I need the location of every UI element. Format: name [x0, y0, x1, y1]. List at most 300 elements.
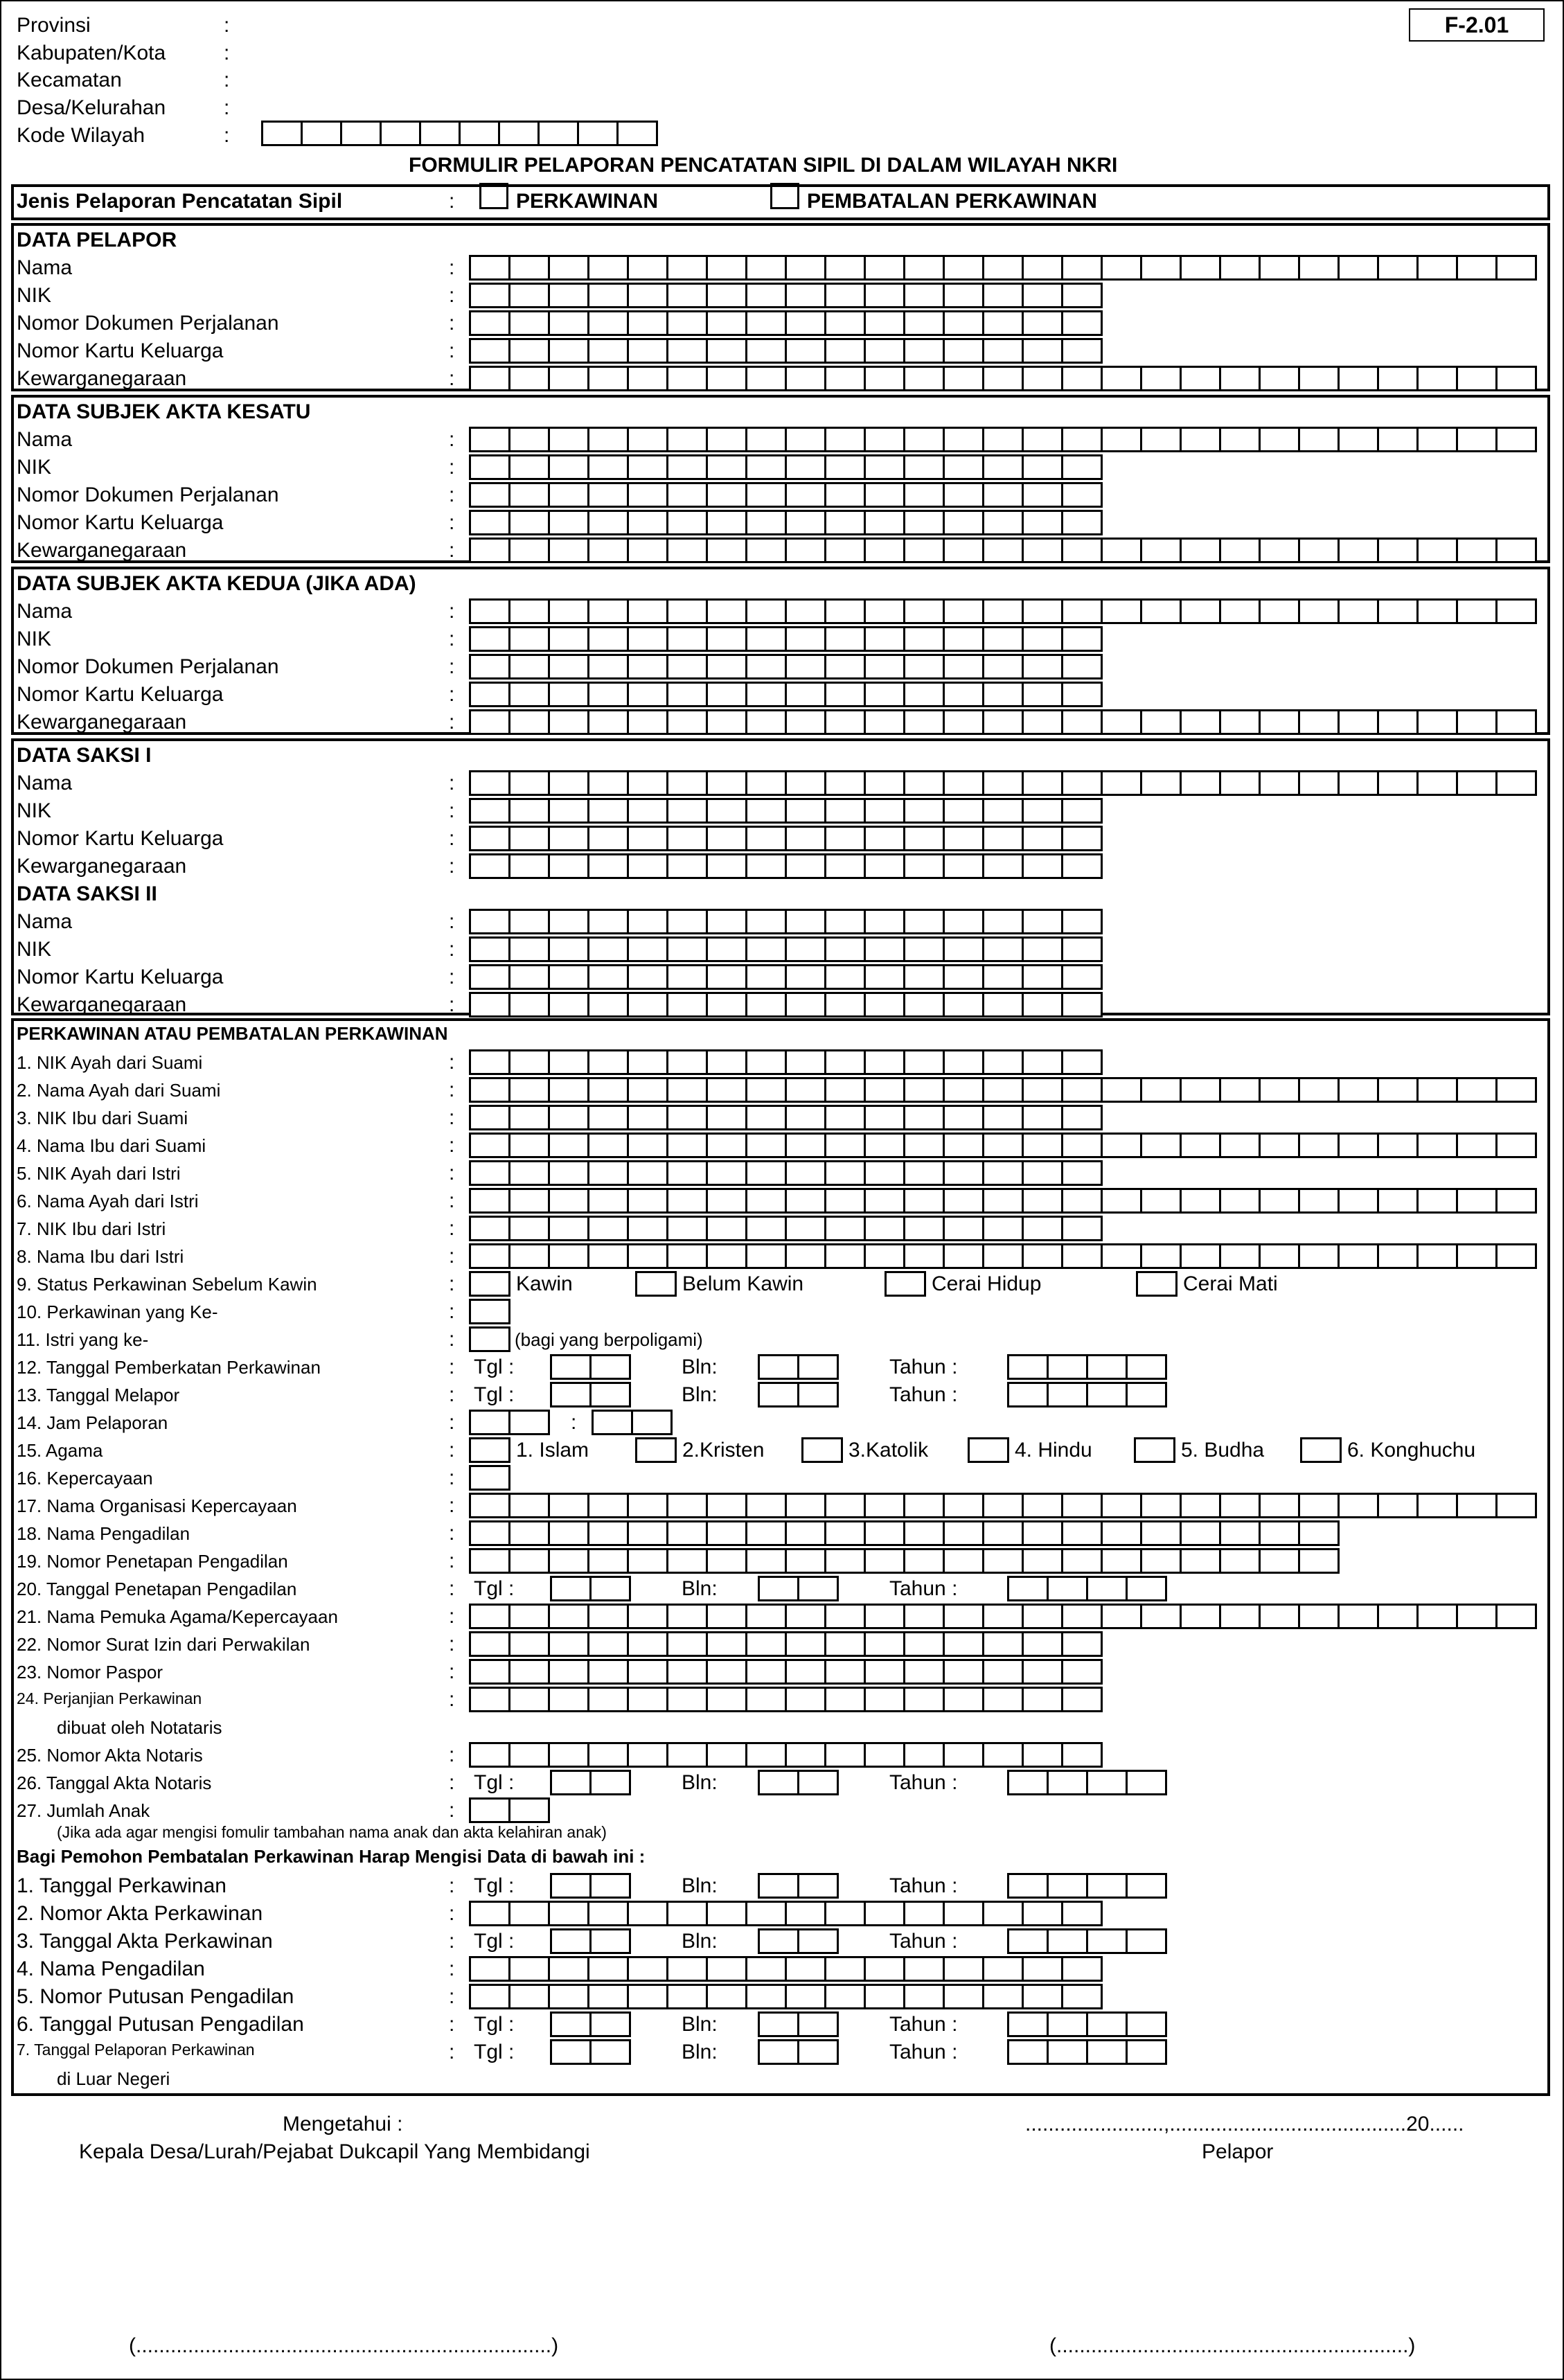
char-box[interactable]	[627, 654, 668, 680]
char-box[interactable]	[666, 770, 708, 796]
char-box[interactable]	[982, 338, 1024, 364]
char-box[interactable]	[943, 826, 984, 851]
char-box[interactable]	[1061, 454, 1103, 480]
char-box[interactable]	[903, 909, 945, 934]
char-box[interactable]	[745, 626, 787, 652]
char-box[interactable]	[1061, 1520, 1103, 1546]
char-box[interactable]	[548, 510, 589, 535]
char-box[interactable]	[1495, 1604, 1537, 1629]
char-box[interactable]	[1061, 283, 1103, 308]
char-box[interactable]	[745, 936, 787, 962]
char-box[interactable]	[666, 1188, 708, 1214]
char-box[interactable]	[706, 1956, 747, 1982]
char-box[interactable]	[706, 510, 747, 535]
char-box[interactable]	[824, 1160, 866, 1186]
char-box[interactable]	[706, 454, 747, 480]
char-box[interactable]	[666, 427, 708, 452]
char-box[interactable]	[785, 482, 826, 508]
char-box[interactable]	[706, 682, 747, 707]
char-box[interactable]	[469, 1188, 510, 1214]
char-box[interactable]	[982, 1188, 1024, 1214]
char-box[interactable]	[745, 1984, 787, 2009]
char-box[interactable]	[1338, 538, 1379, 563]
char-box[interactable]	[1086, 1928, 1128, 1954]
char-box[interactable]	[1061, 255, 1103, 281]
char-box[interactable]	[706, 1901, 747, 1926]
char-box[interactable]	[1416, 1188, 1458, 1214]
char-box[interactable]	[785, 1659, 826, 1685]
char-box[interactable]	[1022, 366, 1063, 391]
char-box[interactable]	[706, 654, 747, 680]
char-box[interactable]	[469, 936, 510, 962]
char-box[interactable]	[469, 1271, 510, 1297]
saksi1-kk-input[interactable]	[469, 826, 1101, 851]
char-box[interactable]	[666, 798, 708, 824]
char-box[interactable]	[785, 366, 826, 391]
char-box[interactable]	[627, 1493, 668, 1518]
char-box[interactable]	[1377, 1188, 1419, 1214]
char-box[interactable]	[745, 1631, 787, 1657]
char-box[interactable]	[903, 1901, 945, 1926]
char-box[interactable]	[666, 1243, 708, 1269]
char-box[interactable]	[508, 909, 550, 934]
char-box[interactable]	[1022, 338, 1063, 364]
char-box[interactable]	[982, 538, 1024, 563]
char-box[interactable]	[824, 1604, 866, 1629]
char-box[interactable]	[824, 682, 866, 707]
subjek1-nik-input[interactable]	[469, 454, 1101, 480]
char-box[interactable]	[864, 482, 905, 508]
char-box[interactable]	[1456, 366, 1498, 391]
char-box[interactable]	[1377, 1243, 1419, 1269]
char-box[interactable]	[1416, 1243, 1458, 1269]
char-box[interactable]	[508, 1133, 550, 1158]
char-box[interactable]	[587, 454, 629, 480]
char-box[interactable]	[1219, 1520, 1261, 1546]
char-box[interactable]	[587, 1049, 629, 1075]
char-box[interactable]	[706, 626, 747, 652]
char-box[interactable]	[587, 1956, 629, 1982]
char-box[interactable]	[1101, 1188, 1142, 1214]
char-box[interactable]	[627, 1548, 668, 1574]
char-box[interactable]	[1022, 1901, 1063, 1926]
perkawinan-item-13-tahun-boxes[interactable]	[1007, 1382, 1165, 1407]
char-box[interactable]	[824, 366, 866, 391]
perkawinan-item-12-tahun-boxes[interactable]	[1007, 1354, 1165, 1380]
char-box[interactable]	[508, 1687, 550, 1712]
char-box[interactable]	[758, 1382, 799, 1407]
char-box[interactable]	[548, 1049, 589, 1075]
char-box[interactable]	[745, 366, 787, 391]
char-box[interactable]	[1298, 427, 1340, 452]
char-box[interactable]	[785, 1742, 826, 1768]
char-box[interactable]	[982, 482, 1024, 508]
char-box[interactable]	[745, 1901, 787, 1926]
char-box[interactable]	[1140, 366, 1182, 391]
char-box[interactable]	[1061, 1742, 1103, 1768]
char-box[interactable]	[943, 936, 984, 962]
char-box[interactable]	[469, 338, 510, 364]
char-box[interactable]	[1047, 1873, 1088, 1899]
char-box[interactable]	[864, 1049, 905, 1075]
char-box[interactable]	[785, 338, 826, 364]
char-box[interactable]	[548, 1243, 589, 1269]
char-box[interactable]	[745, 1243, 787, 1269]
char-box[interactable]	[631, 1410, 673, 1435]
char-box[interactable]	[943, 1105, 984, 1130]
char-box[interactable]	[548, 709, 589, 735]
char-box[interactable]	[587, 853, 629, 879]
char-box[interactable]	[1298, 1493, 1340, 1518]
char-box[interactable]	[785, 626, 826, 652]
char-box[interactable]	[1180, 1493, 1221, 1518]
char-box[interactable]	[943, 909, 984, 934]
char-box[interactable]	[1416, 1604, 1458, 1629]
char-box[interactable]	[864, 1188, 905, 1214]
perkawinan-item-22-input[interactable]	[469, 1631, 1101, 1657]
char-box[interactable]	[982, 1742, 1024, 1768]
char-box[interactable]	[1219, 366, 1261, 391]
char-box[interactable]	[1022, 1548, 1063, 1574]
char-box[interactable]	[903, 338, 945, 364]
perkawinan-item-2-input[interactable]	[469, 1077, 1535, 1103]
char-box[interactable]	[785, 1901, 826, 1926]
char-box[interactable]	[745, 853, 787, 879]
char-box[interactable]	[903, 936, 945, 962]
char-box[interactable]	[745, 1049, 787, 1075]
char-box[interactable]	[864, 798, 905, 824]
char-box[interactable]	[1456, 598, 1498, 624]
char-box[interactable]	[1101, 427, 1142, 452]
char-box[interactable]	[982, 1901, 1024, 1926]
char-box[interactable]	[666, 992, 708, 1018]
char-box[interactable]	[1022, 1984, 1063, 2009]
char-box[interactable]	[824, 1105, 866, 1130]
char-box[interactable]	[864, 936, 905, 962]
char-box[interactable]	[903, 1659, 945, 1685]
char-box[interactable]	[745, 427, 787, 452]
char-box[interactable]	[745, 310, 787, 336]
char-box[interactable]	[1140, 598, 1182, 624]
char-box[interactable]	[943, 964, 984, 990]
char-box[interactable]	[548, 1520, 589, 1546]
char-box[interactable]	[982, 1493, 1024, 1518]
char-box[interactable]	[824, 1049, 866, 1075]
char-box[interactable]	[548, 964, 589, 990]
char-box[interactable]	[666, 538, 708, 563]
char-box[interactable]	[1219, 255, 1261, 281]
char-box[interactable]	[943, 1216, 984, 1241]
char-box[interactable]	[903, 1160, 945, 1186]
perkawinan-item-20-bln-boxes[interactable]	[758, 1576, 837, 1601]
char-box[interactable]	[469, 454, 510, 480]
char-box[interactable]	[1047, 1354, 1088, 1380]
char-box[interactable]	[1101, 1493, 1142, 1518]
char-box[interactable]	[982, 1243, 1024, 1269]
char-box[interactable]	[1061, 538, 1103, 563]
char-box[interactable]	[469, 1742, 510, 1768]
char-box[interactable]	[666, 1160, 708, 1186]
char-box[interactable]	[1101, 1604, 1142, 1629]
kode-wilayah-boxes[interactable]	[261, 121, 656, 146]
char-box[interactable]	[666, 909, 708, 934]
char-box[interactable]	[508, 427, 550, 452]
char-box[interactable]	[903, 709, 945, 735]
char-box[interactable]	[1259, 1520, 1300, 1546]
char-box[interactable]	[469, 366, 510, 391]
char-box[interactable]	[1126, 1354, 1167, 1380]
char-box[interactable]	[1061, 1984, 1103, 2009]
char-box[interactable]	[785, 1077, 826, 1103]
char-box[interactable]	[903, 598, 945, 624]
char-box[interactable]	[627, 255, 668, 281]
char-box[interactable]	[1298, 255, 1340, 281]
char-box[interactable]	[943, 283, 984, 308]
pelapor-kk-input[interactable]	[469, 338, 1101, 364]
char-box[interactable]	[587, 1901, 629, 1926]
char-box[interactable]	[469, 1984, 510, 2009]
char-box[interactable]	[982, 1520, 1024, 1546]
char-box[interactable]	[627, 1105, 668, 1130]
char-box[interactable]	[1022, 598, 1063, 624]
char-box[interactable]	[824, 255, 866, 281]
perkawinan-checkbox[interactable]	[479, 183, 508, 209]
char-box[interactable]	[508, 1742, 550, 1768]
char-box[interactable]	[1140, 1133, 1182, 1158]
char-box[interactable]	[1022, 255, 1063, 281]
char-box[interactable]	[706, 1133, 747, 1158]
char-box[interactable]	[666, 1520, 708, 1546]
char-box[interactable]	[1061, 482, 1103, 508]
char-box[interactable]	[587, 1188, 629, 1214]
char-box[interactable]	[864, 510, 905, 535]
perkawinan-item-15-agama-4[interactable]	[1134, 1437, 1173, 1463]
char-box[interactable]	[508, 338, 550, 364]
saksi2-nik-input[interactable]	[469, 936, 1101, 962]
char-box[interactable]	[982, 366, 1024, 391]
char-box[interactable]	[982, 310, 1024, 336]
char-box[interactable]	[745, 682, 787, 707]
perkawinan-item-16-input[interactable]	[469, 1465, 508, 1491]
char-box[interactable]	[469, 909, 510, 934]
char-box[interactable]	[1061, 770, 1103, 796]
char-box[interactable]	[469, 283, 510, 308]
char-box[interactable]	[340, 121, 382, 146]
char-box[interactable]	[943, 255, 984, 281]
char-box[interactable]	[548, 992, 589, 1018]
char-box[interactable]	[824, 1956, 866, 1982]
char-box[interactable]	[627, 1604, 668, 1629]
char-box[interactable]	[982, 1956, 1024, 1982]
char-box[interactable]	[587, 1631, 629, 1657]
char-box[interactable]	[469, 798, 510, 824]
char-box[interactable]	[589, 1382, 631, 1407]
char-box[interactable]	[1338, 366, 1379, 391]
char-box[interactable]	[864, 338, 905, 364]
char-box[interactable]	[1061, 1077, 1103, 1103]
char-box[interactable]	[1022, 427, 1063, 452]
char-box[interactable]	[589, 1354, 631, 1380]
char-box[interactable]	[785, 283, 826, 308]
char-box[interactable]	[1456, 255, 1498, 281]
char-box[interactable]	[469, 1133, 510, 1158]
char-box[interactable]	[903, 1956, 945, 1982]
char-box[interactable]	[745, 255, 787, 281]
char-box[interactable]	[1061, 338, 1103, 364]
char-box[interactable]	[1180, 1077, 1221, 1103]
char-box[interactable]	[627, 598, 668, 624]
char-box[interactable]	[824, 798, 866, 824]
char-box[interactable]	[1047, 1382, 1088, 1407]
char-box[interactable]	[785, 1105, 826, 1130]
char-box[interactable]	[1022, 936, 1063, 962]
char-box[interactable]	[745, 598, 787, 624]
char-box[interactable]	[824, 770, 866, 796]
char-box[interactable]	[785, 909, 826, 934]
char-box[interactable]	[1219, 1604, 1261, 1629]
char-box[interactable]	[469, 427, 510, 452]
char-box[interactable]	[1338, 598, 1379, 624]
char-box[interactable]	[1219, 1077, 1261, 1103]
char-box[interactable]	[589, 2039, 631, 2065]
char-box[interactable]	[745, 510, 787, 535]
char-box[interactable]	[1180, 598, 1221, 624]
char-box[interactable]	[982, 909, 1024, 934]
char-box[interactable]	[824, 1687, 866, 1712]
char-box[interactable]	[1061, 709, 1103, 735]
char-box[interactable]	[548, 1493, 589, 1518]
char-box[interactable]	[745, 1077, 787, 1103]
pelapor-nama-input[interactable]	[469, 255, 1535, 281]
char-box[interactable]	[508, 510, 550, 535]
char-box[interactable]	[745, 1105, 787, 1130]
char-box[interactable]	[469, 1049, 510, 1075]
char-box[interactable]	[1416, 366, 1458, 391]
char-box[interactable]	[864, 1604, 905, 1629]
char-box[interactable]	[864, 909, 905, 934]
char-box[interactable]	[824, 598, 866, 624]
char-box[interactable]	[706, 1520, 747, 1546]
char-box[interactable]	[903, 1687, 945, 1712]
char-box[interactable]	[903, 310, 945, 336]
char-box[interactable]	[1022, 1049, 1063, 1075]
char-box[interactable]	[627, 1188, 668, 1214]
char-box[interactable]	[706, 770, 747, 796]
char-box[interactable]	[745, 1687, 787, 1712]
char-box[interactable]	[1086, 2039, 1128, 2065]
char-box[interactable]	[824, 964, 866, 990]
perkawinan-item-21-input[interactable]	[469, 1604, 1535, 1629]
char-box[interactable]	[587, 1687, 629, 1712]
char-box[interactable]	[627, 1216, 668, 1241]
perkawinan-item-6-input[interactable]	[469, 1188, 1535, 1214]
char-box[interactable]	[548, 1956, 589, 1982]
char-box[interactable]	[508, 992, 550, 1018]
char-box[interactable]	[1298, 1133, 1340, 1158]
char-box[interactable]	[508, 482, 550, 508]
char-box[interactable]	[758, 2039, 799, 2065]
perkawinan-item-23-input[interactable]	[469, 1659, 1101, 1685]
char-box[interactable]	[1061, 1188, 1103, 1214]
char-box[interactable]	[1140, 1493, 1182, 1518]
char-box[interactable]	[1456, 1493, 1498, 1518]
char-box[interactable]	[824, 1659, 866, 1685]
char-box[interactable]	[587, 338, 629, 364]
char-box[interactable]	[508, 1520, 550, 1546]
char-box[interactable]	[1047, 2012, 1088, 2037]
char-box[interactable]	[1140, 1188, 1182, 1214]
subjek1-dok-input[interactable]	[469, 482, 1101, 508]
char-box[interactable]	[824, 1493, 866, 1518]
char-box[interactable]	[797, 1576, 839, 1601]
char-box[interactable]	[903, 826, 945, 851]
char-box[interactable]	[745, 1548, 787, 1574]
char-box[interactable]	[797, 1873, 839, 1899]
char-box[interactable]	[943, 992, 984, 1018]
char-box[interactable]	[469, 1216, 510, 1241]
char-box[interactable]	[785, 1160, 826, 1186]
char-box[interactable]	[550, 1382, 592, 1407]
char-box[interactable]	[1416, 1493, 1458, 1518]
char-box[interactable]	[1061, 1901, 1103, 1926]
char-box[interactable]	[824, 1216, 866, 1241]
char-box[interactable]	[1495, 1493, 1537, 1518]
perkawinan-item-15-agama-2[interactable]	[801, 1437, 841, 1463]
char-box[interactable]	[548, 654, 589, 680]
char-box[interactable]	[1298, 1520, 1340, 1546]
char-box[interactable]	[745, 992, 787, 1018]
char-box[interactable]	[1456, 538, 1498, 563]
char-box[interactable]	[587, 1493, 629, 1518]
char-box[interactable]	[1259, 1493, 1300, 1518]
subjek2-kw-input[interactable]	[469, 709, 1535, 735]
char-box[interactable]	[745, 1133, 787, 1158]
char-box[interactable]	[943, 1659, 984, 1685]
char-box[interactable]	[745, 538, 787, 563]
char-box[interactable]	[1101, 770, 1142, 796]
char-box[interactable]	[745, 709, 787, 735]
perkawinan-item-9-status-2[interactable]	[885, 1271, 924, 1297]
char-box[interactable]	[785, 709, 826, 735]
pembatalan-item-2-input[interactable]	[469, 1901, 1101, 1926]
char-box[interactable]	[548, 1659, 589, 1685]
char-box[interactable]	[1416, 709, 1458, 735]
char-box[interactable]	[1298, 1077, 1340, 1103]
perkawinan-item-15-agama-5[interactable]	[1300, 1437, 1340, 1463]
char-box[interactable]	[1007, 1576, 1049, 1601]
char-box[interactable]	[903, 1049, 945, 1075]
char-box[interactable]	[864, 626, 905, 652]
char-box[interactable]	[824, 283, 866, 308]
char-box[interactable]	[1377, 366, 1419, 391]
char-box[interactable]	[548, 682, 589, 707]
char-box[interactable]	[548, 310, 589, 336]
char-box[interactable]	[666, 936, 708, 962]
char-box[interactable]	[627, 853, 668, 879]
char-box[interactable]	[469, 1631, 510, 1657]
perkawinan-item-9-status-3[interactable]	[1136, 1271, 1175, 1297]
char-box[interactable]	[706, 538, 747, 563]
char-box[interactable]	[666, 826, 708, 851]
char-box[interactable]	[627, 1687, 668, 1712]
char-box[interactable]	[666, 853, 708, 879]
char-box[interactable]	[982, 598, 1024, 624]
char-box[interactable]	[627, 770, 668, 796]
char-box[interactable]	[706, 1742, 747, 1768]
char-box[interactable]	[785, 1548, 826, 1574]
pembatalan-item-5-input[interactable]	[469, 1984, 1101, 2009]
char-box[interactable]	[469, 1548, 510, 1574]
